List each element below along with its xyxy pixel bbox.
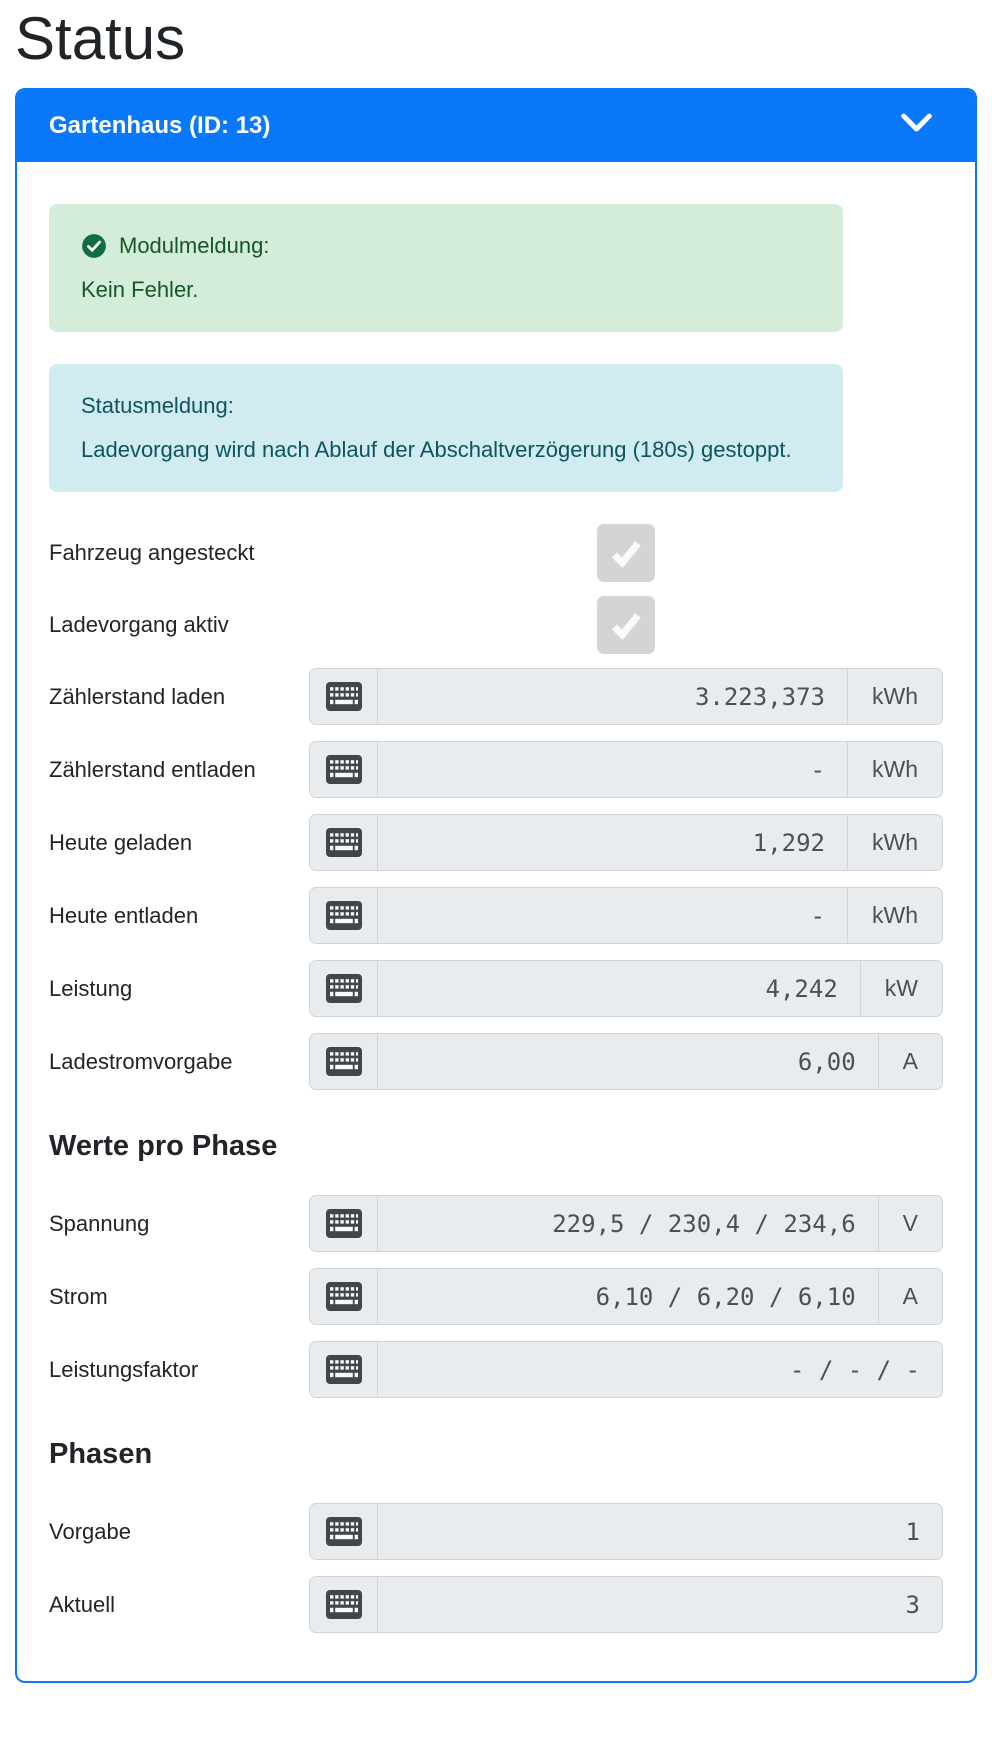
field-label: Leistungsfaktor (49, 1356, 199, 1382)
field-unit: kWh (847, 742, 942, 797)
module-message-label: Modulmeldung: (119, 233, 270, 258)
chargepoint-card-header[interactable] (17, 90, 975, 162)
keyboard-button[interactable] (310, 1342, 378, 1397)
field-row-aktuell (49, 1576, 943, 1633)
leistung-value[interactable]: 4,242 (765, 974, 838, 1003)
input-group (309, 1503, 943, 1560)
charging-active-row (49, 596, 943, 654)
input-group (309, 1341, 943, 1398)
zaehlerstand-laden-value[interactable]: 3.223,373 (694, 682, 825, 711)
keyboard-icon (326, 901, 362, 930)
status-message-text: Ladevorgang wird nach Ablauf der Abschaltverzögerung (180s) gestoppt. (81, 437, 792, 462)
strom-value[interactable]: 6,10 / 6,20 / 6,10 (595, 1282, 856, 1311)
input-group (309, 1033, 943, 1090)
leistungsfaktor-value[interactable]: - / - / - (789, 1355, 920, 1384)
field-label: Heute entladen (49, 902, 199, 928)
vehicle-plugged-row (49, 524, 943, 582)
input-group (309, 741, 943, 798)
field-row-leistungsfaktor (49, 1341, 943, 1398)
field-unit: V (878, 1196, 942, 1251)
ladestromvorgabe-value[interactable]: 6,00 (797, 1047, 856, 1076)
input-group (309, 960, 943, 1017)
heute-geladen-value[interactable]: 1,292 (752, 828, 825, 857)
keyboard-button[interactable] (310, 1577, 378, 1632)
field-label: Leistung (49, 975, 133, 1001)
field-label: Spannung (49, 1210, 150, 1236)
input-group (309, 814, 943, 871)
module-message-alert (49, 204, 843, 332)
keyboard-icon (326, 974, 362, 1003)
keyboard-button[interactable] (310, 1269, 378, 1324)
keyboard-icon (326, 1517, 362, 1546)
section-heading-werte-pro-phase: Werte pro Phase (49, 1130, 278, 1162)
keyboard-icon (326, 1590, 362, 1619)
field-label: Zählerstand laden (49, 683, 226, 709)
keyboard-icon (326, 1209, 362, 1238)
field-label: Vorgabe (49, 1518, 131, 1544)
aktuell-value[interactable]: 3 (905, 1590, 920, 1619)
input-group (309, 1268, 943, 1325)
chevron-down-icon[interactable] (900, 113, 933, 139)
vehicle-plugged-label: Fahrzeug angesteckt (49, 540, 255, 565)
field-label: Heute geladen (49, 829, 193, 855)
keyboard-icon (326, 828, 362, 857)
field-row-zaehlerstand-laden (49, 668, 943, 725)
heute-entladen-value[interactable]: - (810, 901, 825, 930)
keyboard-button[interactable] (310, 1034, 378, 1089)
keyboard-icon (326, 682, 362, 711)
section-heading-phasen: Phasen (49, 1438, 153, 1470)
input-group (309, 887, 943, 944)
keyboard-button[interactable] (310, 742, 378, 797)
charging-active-label: Ladevorgang aktiv (49, 612, 229, 637)
check-circle-icon (81, 233, 107, 259)
field-row-zaehlerstand-entladen (49, 741, 943, 798)
field-row-leistung (49, 960, 943, 1017)
input-group (309, 1195, 943, 1252)
chargepoint-card (15, 88, 977, 1683)
chargepoint-title: Gartenhaus (ID: 13) (49, 112, 271, 139)
keyboard-icon (326, 1355, 362, 1384)
input-group (309, 1576, 943, 1633)
field-unit: kWh (847, 815, 942, 870)
checkmark-icon (606, 605, 646, 645)
keyboard-icon (326, 755, 362, 784)
keyboard-button[interactable] (310, 888, 378, 943)
field-unit: kW (860, 961, 942, 1016)
keyboard-icon (326, 1047, 362, 1076)
field-row-spannung (49, 1195, 943, 1252)
field-unit: A (878, 1269, 942, 1324)
chargepoint-card-body (17, 162, 975, 1681)
field-unit: kWh (847, 669, 942, 724)
keyboard-icon (326, 1282, 362, 1311)
field-row-heute-entladen (49, 887, 943, 944)
keyboard-button[interactable] (310, 1196, 378, 1251)
zaehlerstand-entladen-value[interactable]: - (810, 755, 825, 784)
field-label: Ladestromvorgabe (49, 1048, 233, 1074)
field-label: Zählerstand entladen (49, 756, 256, 782)
charging-active-checkbox[interactable] (597, 596, 655, 654)
status-message-alert (49, 364, 843, 492)
keyboard-button[interactable] (310, 815, 378, 870)
spannung-value[interactable]: 229,5 / 230,4 / 234,6 (552, 1209, 856, 1238)
input-group (309, 668, 943, 725)
checkmark-icon (606, 533, 646, 573)
field-unit: kWh (847, 888, 942, 943)
status-message-label: Statusmeldung: (81, 393, 234, 418)
field-row-ladestromvorgabe (49, 1033, 943, 1090)
field-label: Strom (49, 1283, 108, 1309)
keyboard-button[interactable] (310, 669, 378, 724)
module-message-text: Kein Fehler. (81, 277, 199, 302)
field-row-heute-geladen (49, 814, 943, 871)
vehicle-plugged-checkbox[interactable] (597, 524, 655, 582)
page-title: Status (15, 5, 186, 72)
field-unit: A (878, 1034, 942, 1089)
keyboard-button[interactable] (310, 961, 378, 1016)
keyboard-button[interactable] (310, 1504, 378, 1559)
field-row-strom (49, 1268, 943, 1325)
field-row-vorgabe (49, 1503, 943, 1560)
vorgabe-value[interactable]: 1 (905, 1517, 920, 1546)
field-label: Aktuell (49, 1591, 116, 1617)
